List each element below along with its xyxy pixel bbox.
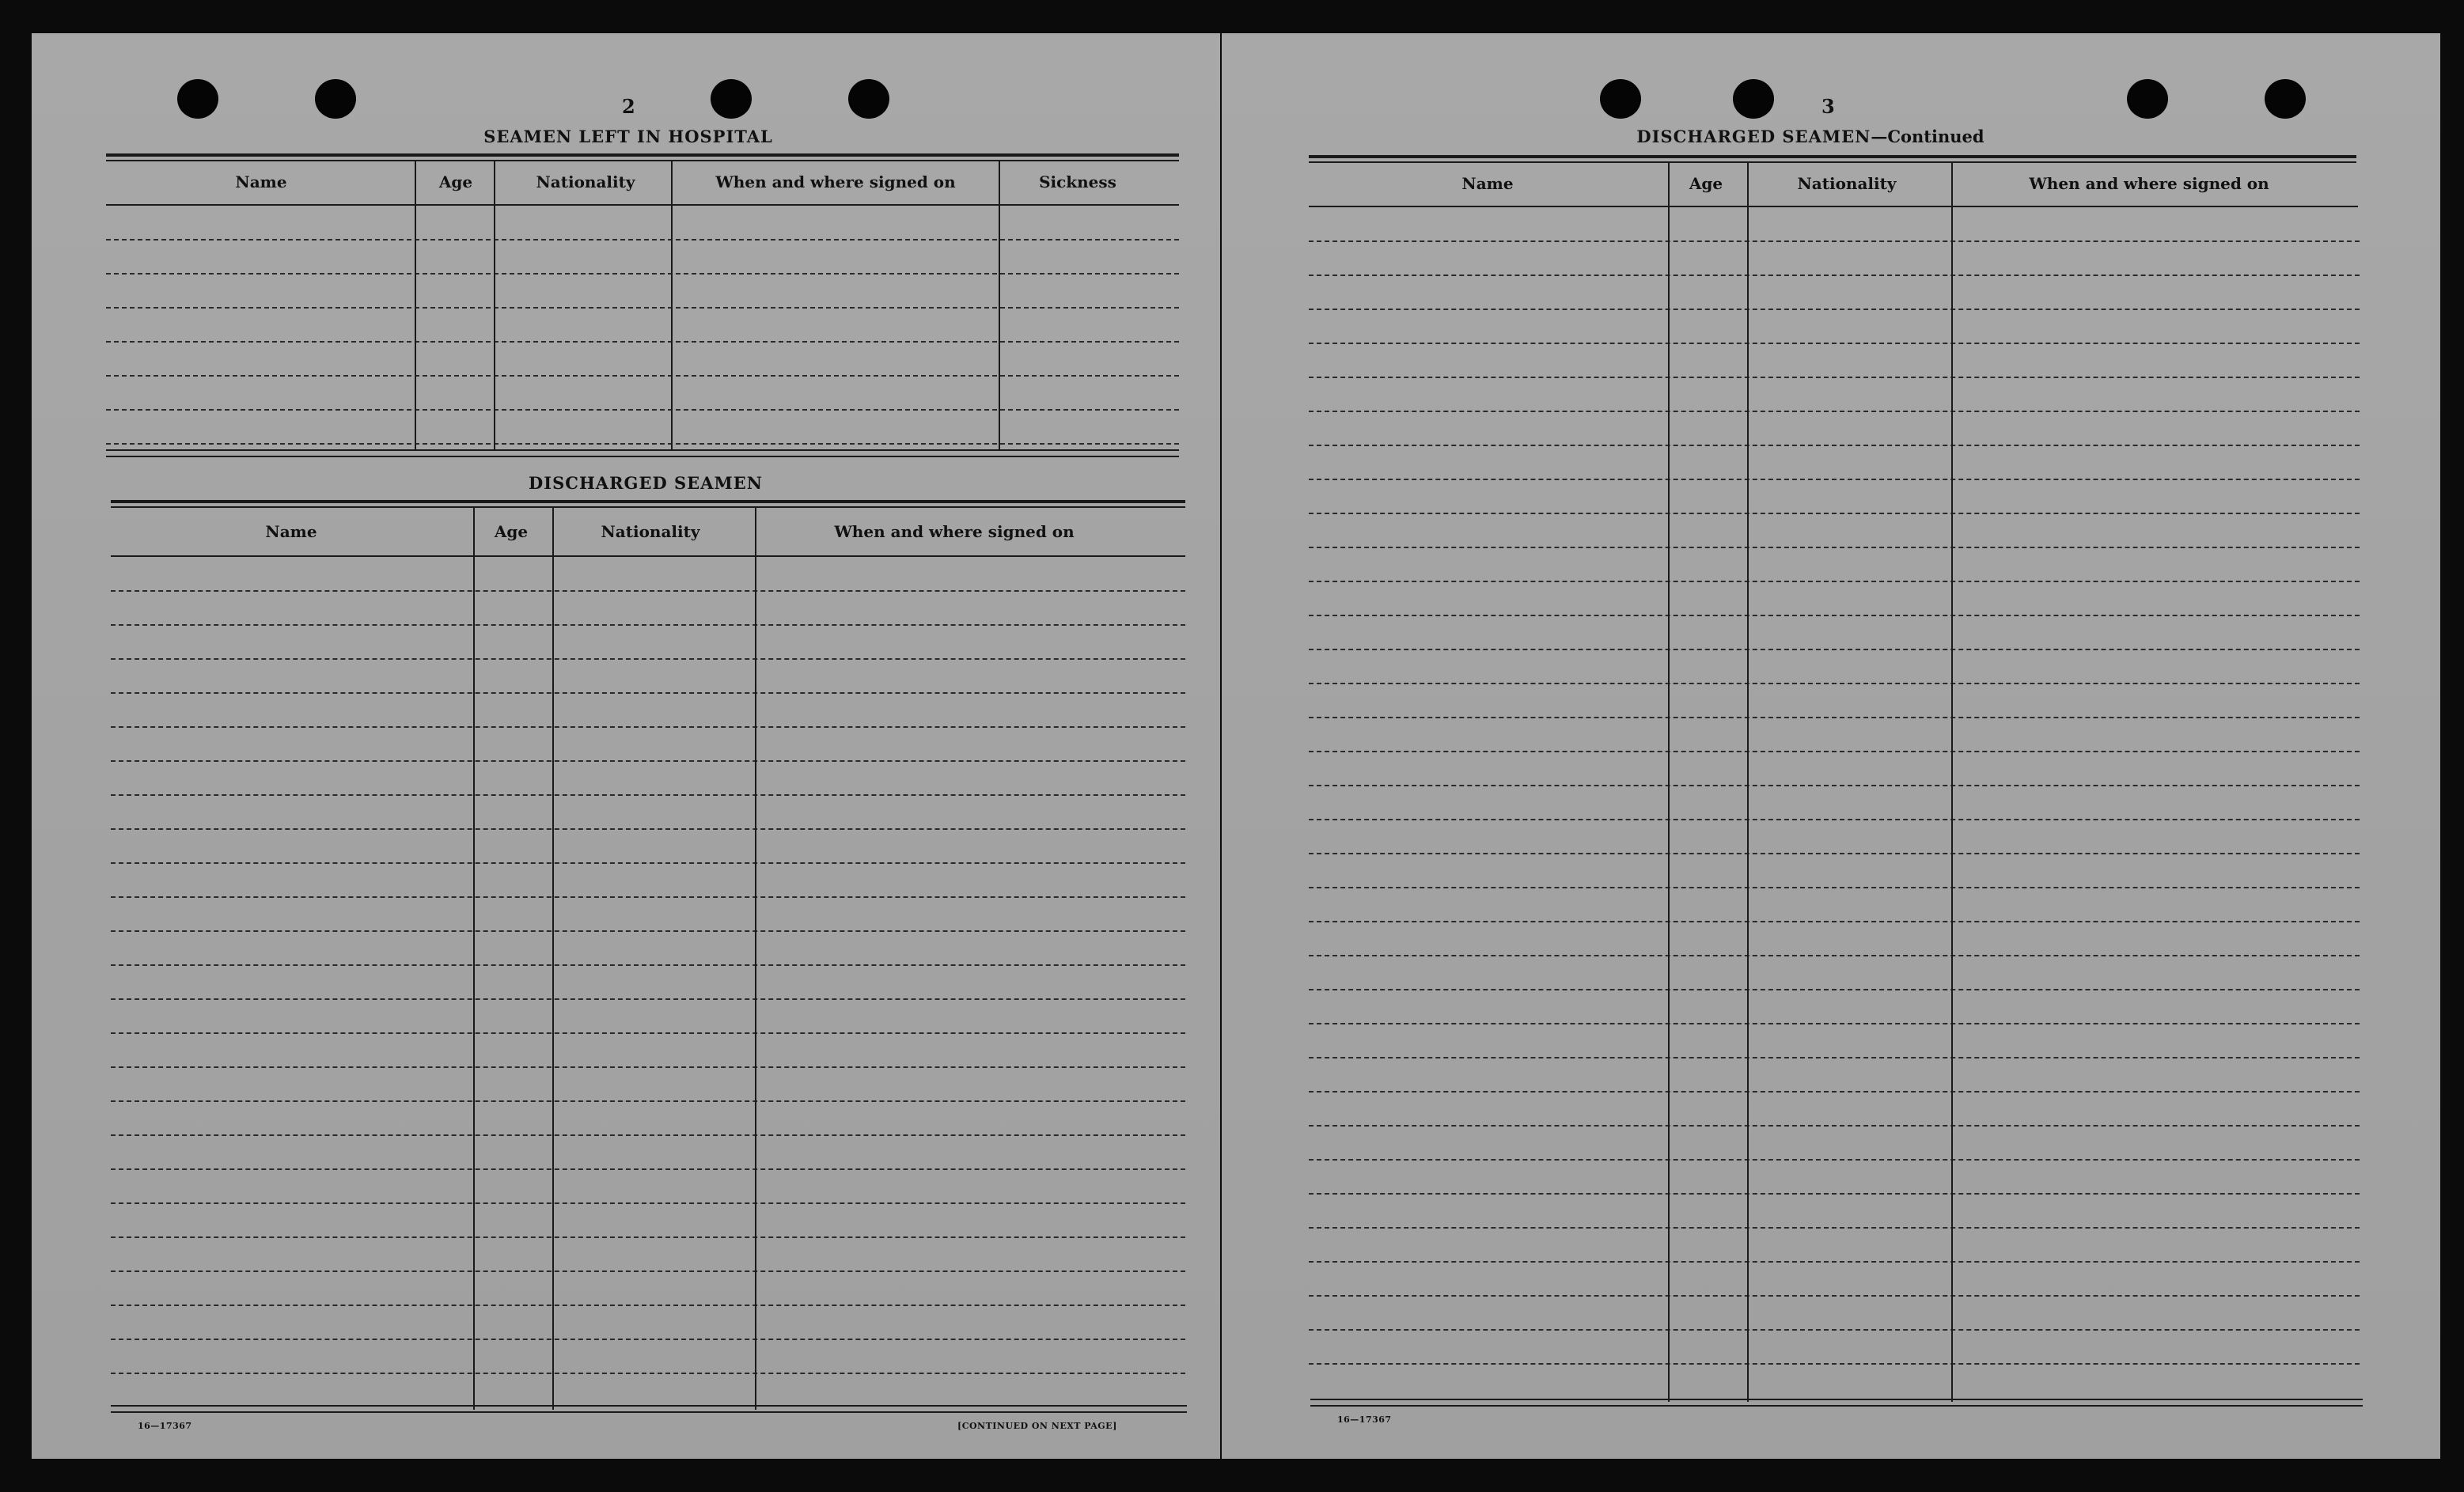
column-header-name: Name	[235, 172, 287, 191]
blank-entry-line	[111, 964, 1185, 966]
blank-entry-line	[1309, 921, 2360, 922]
table-top-rule	[111, 506, 1185, 508]
blank-entry-line	[111, 896, 1185, 898]
blank-entry-line	[1309, 717, 2360, 718]
blank-entry-line	[111, 794, 1185, 796]
table-top-rule	[106, 160, 1179, 161]
blank-entry-line	[111, 590, 1185, 592]
blank-entry-line	[111, 1339, 1185, 1340]
column-divider	[415, 161, 416, 451]
blank-entry-line	[106, 375, 1179, 377]
blank-entry-line	[1309, 309, 2360, 310]
punch-hole	[848, 79, 889, 119]
blank-entry-line	[1309, 547, 2360, 548]
column-divider	[671, 161, 673, 451]
blank-entry-line	[1309, 1159, 2360, 1161]
blank-entry-line	[106, 239, 1179, 240]
blank-entry-line	[1309, 1329, 2360, 1331]
blank-entry-line	[111, 930, 1185, 932]
blank-entry-line	[111, 1373, 1185, 1374]
punch-hole	[2127, 79, 2168, 119]
column-header-name: Name	[1461, 174, 1514, 193]
column-header-age: Age	[494, 522, 529, 541]
blank-entry-line	[1309, 445, 2360, 446]
table-top-rule	[106, 153, 1179, 157]
blank-entry-line	[1309, 513, 2360, 514]
column-header-when-where: When and where signed on	[2029, 174, 2269, 193]
blank-entry-line	[111, 658, 1185, 660]
table-bottom-rule	[111, 1405, 1187, 1407]
blank-entry-line	[111, 726, 1185, 728]
column-divider	[1668, 163, 1670, 1402]
table-bottom-rule	[1310, 1399, 2363, 1400]
blank-entry-line	[111, 1100, 1185, 1102]
blank-entry-line	[1309, 1227, 2360, 1229]
column-header-age: Age	[438, 172, 473, 191]
table-top-rule	[1309, 155, 2356, 158]
blank-entry-line	[1309, 1295, 2360, 1297]
blank-entry-line	[1309, 887, 2360, 888]
column-divider	[1951, 163, 1953, 1402]
form-number: 16—17367	[1337, 1414, 1392, 1425]
blank-entry-line	[1309, 615, 2360, 616]
blank-entry-line	[111, 624, 1185, 626]
discharged-continued-title	[1636, 127, 1984, 146]
blank-entry-line	[1309, 377, 2360, 378]
blank-entry-line	[106, 273, 1179, 275]
column-divider	[999, 161, 1000, 451]
punch-hole	[1600, 79, 1641, 119]
blank-entry-line	[1309, 240, 2360, 242]
blank-entry-line	[1309, 1091, 2360, 1092]
blank-entry-line	[111, 692, 1185, 694]
blank-entry-line	[106, 409, 1179, 411]
blank-entry-line	[106, 341, 1179, 343]
blank-entry-line	[1309, 1261, 2360, 1263]
blank-entry-line	[1309, 343, 2360, 344]
blank-entry-line	[111, 1032, 1185, 1034]
left-page	[32, 33, 1220, 1459]
blank-entry-line	[1309, 479, 2360, 480]
table-top-rule	[111, 500, 1185, 503]
section-title-text: DISCHARGED SEAMEN	[1636, 127, 1871, 146]
punch-hole	[315, 79, 356, 119]
column-header-nationality: Nationality	[1797, 174, 1897, 193]
blank-entry-line	[1309, 1125, 2360, 1127]
blank-entry-line	[1309, 275, 2360, 276]
column-header-when-where: When and where signed on	[715, 172, 956, 191]
table-bottom-rule	[106, 456, 1179, 457]
blank-entry-line	[111, 1305, 1185, 1306]
column-divider	[552, 508, 554, 1410]
blank-entry-line	[111, 998, 1185, 1000]
blank-entry-line	[1309, 785, 2360, 786]
form-number: 16—17367	[138, 1421, 192, 1431]
blank-entry-line	[1309, 819, 2360, 820]
table-bottom-rule	[106, 449, 1179, 451]
blank-entry-line	[1309, 751, 2360, 752]
column-header-sickness: Sickness	[1039, 172, 1116, 191]
blank-entry-line	[1309, 411, 2360, 412]
blank-entry-line	[111, 1066, 1185, 1068]
table-bottom-rule	[1310, 1405, 2363, 1407]
header-bottom-rule	[1309, 206, 2358, 207]
punch-hole	[711, 79, 752, 119]
blank-entry-line	[1309, 989, 2360, 990]
column-header-name: Name	[265, 522, 317, 541]
punch-hole	[2265, 79, 2306, 119]
right-page	[1222, 33, 2440, 1459]
blank-entry-line	[111, 1236, 1185, 1238]
page-number: 2	[622, 95, 635, 118]
hospital-section-title: SEAMEN LEFT IN HOSPITAL	[483, 127, 773, 146]
column-divider	[494, 161, 495, 451]
blank-entry-line	[111, 1168, 1185, 1170]
continued-note: [CONTINUED ON NEXT PAGE]	[957, 1421, 1117, 1431]
column-header-when-where: When and where signed on	[834, 522, 1075, 541]
blank-entry-line	[111, 862, 1185, 864]
page-number: 3	[1821, 95, 1835, 118]
blank-entry-line	[1309, 1023, 2360, 1024]
discharged-section-title: DISCHARGED SEAMEN	[529, 473, 763, 493]
blank-entry-line	[106, 307, 1179, 309]
blank-entry-line	[1309, 1193, 2360, 1195]
column-header-age: Age	[1689, 174, 1723, 193]
column-header-nationality: Nationality	[601, 522, 700, 541]
blank-entry-line	[111, 828, 1185, 830]
blank-entry-line	[111, 760, 1185, 762]
column-header-nationality: Nationality	[536, 172, 635, 191]
punch-hole	[177, 79, 218, 119]
blank-entry-line	[1309, 955, 2360, 956]
table-bottom-rule	[111, 1411, 1187, 1413]
blank-entry-line	[1309, 1363, 2360, 1365]
blank-entry-line	[1309, 853, 2360, 854]
blank-entry-line	[1309, 683, 2360, 684]
blank-entry-line	[111, 1270, 1185, 1272]
table-top-rule	[1309, 161, 2356, 163]
header-bottom-rule	[106, 204, 1179, 206]
header-bottom-rule	[111, 555, 1185, 557]
blank-entry-line	[1309, 649, 2360, 650]
blank-entry-line	[111, 1202, 1185, 1204]
blank-entry-line	[1309, 1057, 2360, 1058]
blank-entry-line	[111, 1134, 1185, 1136]
blank-entry-line	[106, 443, 1179, 445]
punch-hole	[1733, 79, 1774, 119]
column-divider	[755, 508, 756, 1410]
column-divider	[473, 508, 475, 1410]
blank-entry-line	[1309, 581, 2360, 582]
section-title-suffix: —Continued	[1871, 127, 1984, 146]
column-divider	[1747, 163, 1749, 1402]
